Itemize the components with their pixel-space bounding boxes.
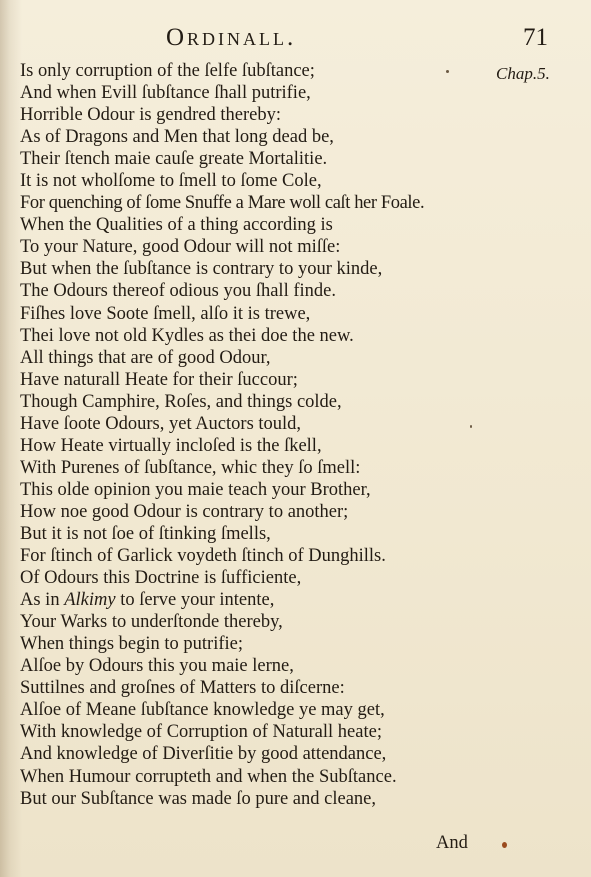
verse-line: This olde opinion you maie teach your Brother, [20, 479, 371, 500]
verse-line: Fiſhes love Soote ſmell, alſo it is trewe, [20, 303, 311, 324]
verse-line: And knowledge of Diverſitie by good attendance, [20, 744, 387, 765]
ink-speck [502, 842, 507, 848]
verse-line: Have naturall Heate for their ſuccour; [20, 369, 298, 390]
verse-line: Thei love not old Kydles as thei doe the new. [20, 325, 354, 346]
verse-line: Their ſtench maie cauſe greate Mortalitie. [20, 149, 328, 170]
verse-fragment: to ſerve your intente, [115, 590, 275, 611]
verse-line: When things begin to putrifie; [20, 634, 243, 655]
verse-line: It is not wholſome to ſmell to ſome Cole, [20, 171, 322, 192]
verse-line: Is only corruption of the ſelfe ſubſtance; [20, 61, 315, 81]
verse-line: Your Warks to underſtonde thereby, [20, 612, 283, 633]
catchword: And [436, 833, 468, 853]
verse-line: To your Nature, good Odour will not miſſe: [20, 237, 341, 258]
verse-line: And when Evill ſubſtance ſhall putrifie, [20, 83, 311, 104]
verse-line: Have ſoote Odours, yet Auctors tould, [20, 413, 302, 434]
verse-line: How Heate virtually incloſed is the ſkell, [20, 435, 322, 456]
verse-line: With Purenes of ſubſtance, whic they ſo ſmell: [20, 457, 361, 478]
verse-line: When the Qualities of a thing according is [20, 215, 333, 236]
verse-line: The Odours thereof odious you ſhall finde. [20, 281, 336, 302]
marginal-chapter-note: Chap.5. [496, 64, 550, 83]
verse-line: For ſtinch of Garlick voydeth ſtinch of Dunghills. [20, 546, 386, 567]
verse-line: But when the ſubſtance is contrary to your kinde, [20, 259, 383, 280]
verse-line: How noe good Odour is contrary to another; [20, 501, 349, 522]
verse-line: As of Dragons and Men that long dead be, [20, 127, 334, 148]
page-number: 71 [523, 24, 548, 51]
running-head [0, 22, 591, 56]
verse-text [20, 60, 490, 810]
verse-fragment: As in [20, 590, 65, 611]
verse-line-italic-word [20, 589, 490, 611]
verse-line: When Humour corrupteth and when the Subſtance. [20, 766, 397, 787]
verse-line: With knowledge of Corruption of Naturall heate; [20, 722, 382, 743]
verse-line: Suttilnes and groſnes of Matters to diſcerne: [20, 678, 345, 699]
verse-line: For quenching of ſome Snuffe a Mare woll caſt her Foale. [20, 193, 425, 214]
verse-line: Horrible Odour is gendred thereby: [20, 105, 281, 126]
verse-line: Of Odours this Doctrine is ſufficiente, [20, 568, 302, 589]
running-title: Ordinall. [166, 24, 297, 51]
verse-line: But it is not ſoe of ſtinking ſmells, [20, 523, 271, 544]
verse-line: Alſoe by Odours this you maie lerne, [20, 656, 294, 677]
verse-line: Though Camphire, Roſes, and things colde, [20, 391, 342, 412]
verse-line: All things that are of good Odour, [20, 347, 271, 368]
verse-line: But our Subſtance was made ſo pure and cleane, [20, 788, 377, 809]
verse-line: Alſoe of Meane ſubſtance knowledge ye may get, [20, 700, 385, 721]
italic-word-alkimy: Alkimy [64, 590, 116, 611]
print-speck [446, 70, 449, 73]
print-speck [470, 425, 472, 428]
